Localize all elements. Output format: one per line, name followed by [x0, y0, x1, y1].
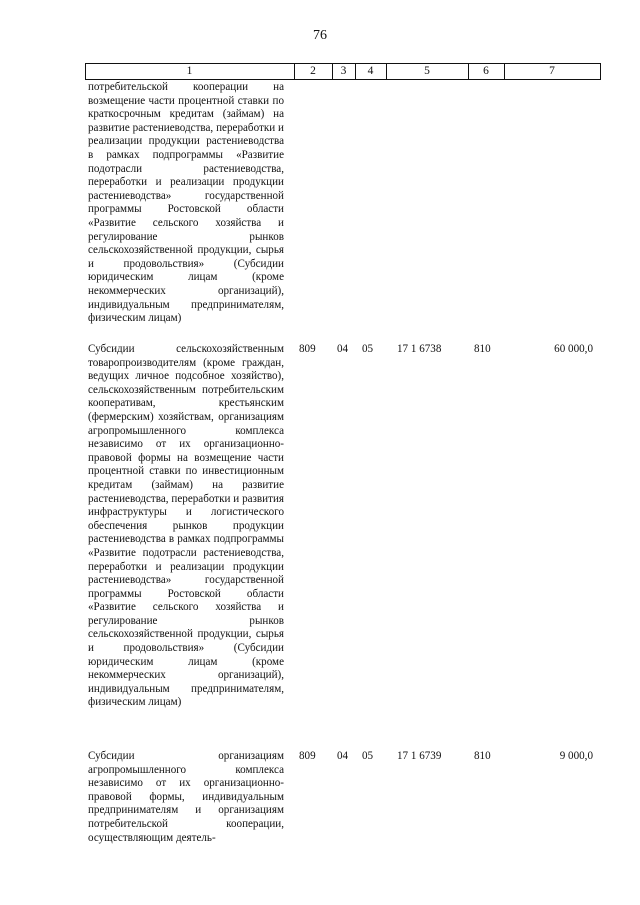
table-row-description: потребительской кооперации на возмещение части процентной ставки по краткосрочным кредитам (займам) на развитие растениеводства, переработки и реализации продукции растениеводства в рамках подпрограммы «Развитие подотрасли растениеводства, переработки и реализации продукции растениеводства» государственной программы Ростовской области «Развитие сельского хозяйства и регулирование рынков сельскохозяйственной продукции, сырья и продовольствия» (Субсидии юридическим лицам (кроме некоммерческих организаций), индивидуальным предпринимателям, физическим лицам) — [88, 81, 284, 325]
row-section-code: 04 — [337, 750, 349, 762]
row-subsection-code: 05 — [362, 343, 374, 355]
row-section-code: 04 — [337, 343, 349, 355]
page-number: 76 — [313, 28, 327, 43]
header-col-6: 6 — [483, 65, 489, 77]
row-amount: 9 000,0 — [559, 750, 593, 762]
header-col-5: 5 — [424, 65, 430, 77]
header-col-4: 4 — [367, 65, 374, 77]
table-row-description: Субсидии сельскохозяйственным товаропроизводителям (кроме граждан, ведущих личное подсобное хозяйство), сельскохозяйственным потребительским кооперативам, крестьянским (фермерским) хозяйствам, организациям агропромышленного комплекса независимо от их организационно-правовой формы на возмещение части процентной ставки по инвестиционным кредитам (займам) на развитие растениеводства, переработки и развития инфраструктуры и логистического обеспечения рынков продукции растениеводства в рамках подпрограммы «Развитие подотрасли растениеводства, переработки и реализации продукции растениеводства» государственной программы Ростовской области «Развитие сельского хозяйства и регулирование рынков сельскохозяйственной продукции, сырья и продовольствия» (Субсидии юридическим лицам (кроме некоммерческих организаций), индивидуальным предпринимателям, физическим лицам) — [88, 343, 284, 709]
row-target-article: 17 1 6738 — [397, 343, 442, 355]
header-col-7: 7 — [549, 65, 555, 77]
table-row-description: Субсидии организациям агропромышленного комплекса независимо от их организационно-правовой формы, индивидуальным предпринимателям и организациям потребительской кооперации, осуществляющим деятель- — [88, 750, 284, 844]
header-col-2: 2 — [310, 65, 316, 77]
header-col-1: 1 — [186, 65, 193, 77]
table-header — [85, 63, 601, 79]
header-col-3: 3 — [340, 65, 347, 77]
row-expense-type: 810 — [474, 750, 491, 762]
row-expense-type: 810 — [474, 343, 491, 355]
row-ministry-code: 809 — [299, 343, 316, 355]
row-target-article: 17 1 6739 — [397, 750, 442, 762]
row-ministry-code: 809 — [299, 750, 316, 762]
row-amount: 60 000,0 — [554, 343, 593, 355]
row-subsection-code: 05 — [362, 750, 374, 762]
